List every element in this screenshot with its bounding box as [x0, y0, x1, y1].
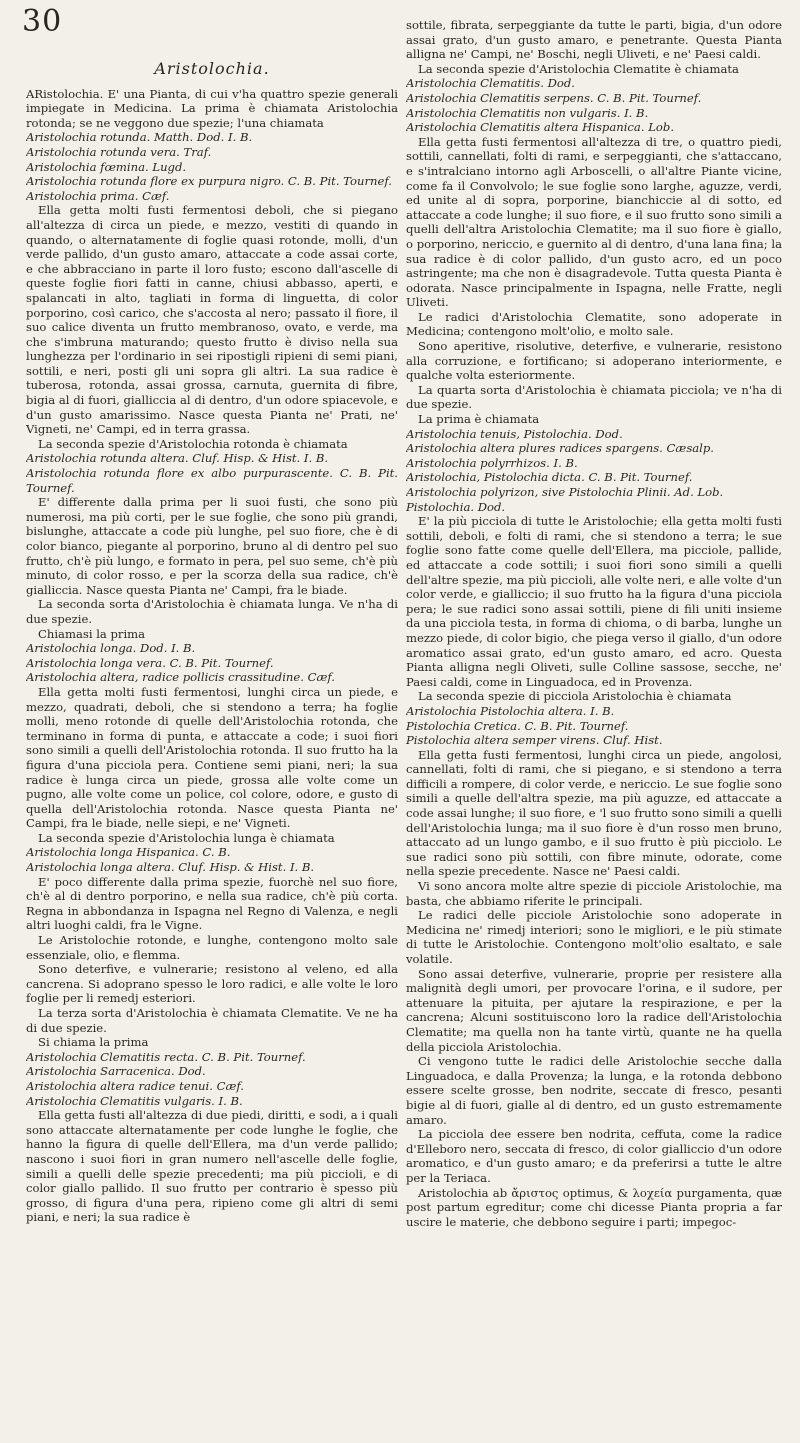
synonym-line: Aristolochia longa. Dod. I. B.	[26, 641, 196, 656]
paragraph: Le radici delle picciole Aristolochie sono adoperate in Medicina ne' rimedj interiori; sono le migliori, e le più stimate di tutte le Aristolochie. Contengono molt'olio esaltato, e sale volatile.	[406, 908, 782, 966]
synonym-line: Aristolochia rotunda. Matth. Dod. I. B.	[26, 130, 253, 145]
synonym-line: Aristolochia longa Hispanica. C. B.	[26, 845, 231, 860]
synonym-line: Aristolochia longa altera. Cluf. Hisp. & Hist. I. B.	[26, 860, 315, 875]
paragraph: La seconda spezie di picciola Aristolochia è chiamata	[418, 689, 732, 704]
paragraph: E' differente dalla prima per li suoi fusti, che sono più numerosi, ma più corti, per le sue foglie, che sono più grandi, bislunghe, attaccate a code più lunghe, pel suo fiore, che è di color bianco, piegante al porporino, bruno al di dentro pel suo frutto, ch'è più lungo, e formato in pera, pel suo seme, ch'è più minuto, di color rosso, e per la scorza della sua radice, ch'è gialliccia. Nasce questa Pianta ne' Campi, fra le biade.	[26, 495, 398, 597]
synonym-line: Aristolochia prima. Cæf.	[26, 188, 170, 203]
paragraph: La quarta sorta d'Aristolochia è chiamata picciola; ve n'ha di due spezie.	[406, 382, 782, 412]
paragraph: E' la più picciola di tutte le Aristolochie; ella getta molti fusti sottili, deboli, e folti di rami, che si stendono a terra; le sue foglie sono fatte come quelle dell'Ellera, ma picciole, pallide, ed attaccate a code sottili; i suoi fiori sono simili a quelli dell'altre spezie, ma più piccioli, alle volte neri, e alle volte d'un color verde, e gialliccio; il suo frutto ha la figura d'una picciola pera; le sue radici sono assai sottili, piene di fili uniti insieme da una picciola testa, in forma di chioma, o di barba, lunghe un mezzo piede, di color bigio, che piega verso il giallo, d'un odore aromatico assai grato, ed'un gusto amaro, ed acro. Questa Pianta alligna negli Oliveti, sulle Colline sassose, secche, ne' Paesi caldi, come in Linguadoca, ed in Provenza.	[406, 514, 782, 689]
paragraph: ARistolochia. E' una Pianta, di cui v'ha quattro spezie generali impiegate in Medicina. La prima è chiamata Aristolochia rotonda; se ne veggono due spezie; l'una chiamata	[26, 86, 398, 130]
paragraph: La picciola dee essere ben nodrita, ceffuta, come la radice d'Elleboro nero, seccata di fresco, di color gialliccio d'un odore aromatico, e d'un gusto amaro; e da preferirsi a tutte le altre per la Teriaca.	[406, 1127, 782, 1185]
synonym-line: Aristolochia Clematitis. Dod.	[406, 76, 575, 91]
paragraph: Aristolochia ab ἄριστος optimus, & λοχεία purgamenta, quæ post partum egreditur; come chi dicesse Pianta propria a far uscire le materie, che debbono seguire i parti; impegoc-	[406, 1185, 782, 1229]
paragraph: La prima è chiamata	[418, 412, 540, 427]
synonym-line: Aristolochia rotunda flore ex albo purpurascente. C. B. Pit. Tournef.	[26, 466, 398, 495]
paragraph: Vi sono ancora molte altre spezie di picciole Aristolochie, ma basta, che abbiamo riferite le principali.	[406, 879, 782, 908]
synonym-line: Aristolochia longa vera. C. B. Pit. Tournef.	[26, 655, 274, 670]
paragraph: Chiamasi la prima	[38, 626, 146, 641]
paragraph: sottile, fibrata, serpeggiante da tutte le parti, bigia, d'un odore assai grato, d'un gusto amaro, e penetrante. Questa Pianta alligna ne' Campi, ne' Boschi, negli Uliveti, e ne' Paesi caldi.	[406, 18, 782, 62]
synonym-line: Aristolochia polyrizon, sive Pistolochia Plinii. Ad. Lob.	[406, 485, 724, 499]
paragraph: Ci vengono tutte le radici delle Aristolochie secche dalla Linguadoca, e dalla Provenza; la lunga, e la rotonda debbono essere scelte grosse, ben nodrite, seccate di fresco, pesanti bigie al di fuori, gialle al di dentro, ed un gusto estremamente amaro.	[406, 1054, 782, 1127]
synonym-line: Aristolochia fœmina. Lugd.	[26, 159, 187, 174]
paragraph: La seconda sorta d'Aristolochia è chiamata lunga. Ve n'ha di due spezie.	[26, 597, 398, 626]
synonym-line: Aristolochia rotunda altera. Cluf. Hisp. & Hist. I. B.	[26, 451, 329, 466]
right-column	[406, 18, 782, 1405]
paragraph: Sono aperitive, risolutive, deterfive, e vulnerarie, resistono alla corruzione, e fortificano; si adoperano interiormente, e qualche volta esteriormente.	[406, 339, 782, 383]
paragraph: Si chiama la prima	[38, 1035, 149, 1050]
paragraph: La seconda spezie d'Aristolochia lunga è chiamata	[38, 830, 335, 845]
paragraph: E' poco differente dalla prima spezie, fuorchè nel suo fiore, ch'è al di dentro porporino, e nella sua radice, ch'è più corta. Regna in abbondanza in Ispagna nel Regno di Valenza, e negli altri luoghi caldi, fra le Vigne.	[26, 874, 398, 933]
paragraph: La seconda spezie d'Aristolochia Clematite è chiamata	[418, 61, 739, 76]
synonym-line: Aristolochia altera plures radices spargens. Cæsalp.	[406, 441, 714, 456]
paragraph: Sono deterfive, e vulnerarie; resistono al veleno, ed alla cancrena. Si adoprano spesso le loro radici, e alle volte le loro foglie per li remedj esteriori.	[26, 962, 398, 1006]
page-number: 30	[22, 4, 63, 39]
paragraph: Ella getta molti fusti fermentosi, lunghi circa un piede, e mezzo, quadrati, deboli, che si stendono a terra; ha foglie molli, meno rotonde di quelle dell'Aristolochia rotonda, che terminano in forma di punta, e attaccate a code; i suoi fiori sono simili a quelli dell'Aristolochia rotonda. Il suo frutto ha la figura d'una picciola pera. Contiene semi piani, neri; la sua radice è lunga circa un piede, grossa alle volte come un pugno, alle volte come un police, col colore, odore, e gusto di quella dell'Aristolochia rotonda. Nasce questa Pianta ne' Campi, fra le biade, nelle siepi, e ne' Vigneti.	[26, 684, 398, 831]
synonym-line: Aristolochia rotunda flore ex purpura nigro. C. B. Pit. Tournef.	[26, 174, 392, 189]
synonym-line: Aristolochia altera radice tenui. Cæf.	[26, 1078, 244, 1093]
synonym-line: Aristolochia rotunda vera. Traf.	[26, 144, 212, 159]
synonym-line: Aristolochia, Pistolochia dicta. C. B. Pit. Tournef.	[406, 470, 693, 485]
synonym-line: Pistolochia altera semper virens. Cluf. Hist.	[406, 733, 663, 748]
paragraph: Le radici d'Aristolochia Clematite, sono adoperate in Medicina; contengono molt'olio, e molto sale.	[406, 309, 782, 339]
paragraph: La seconda spezie d'Aristolochia rotonda è chiamata	[38, 436, 348, 451]
synonym-line: Aristolochia altera, radice pollicis crassitudine. Cæf.	[26, 670, 335, 685]
paragraph: La terza sorta d'Aristolochia è chiamata Clematite. Ve ne ha di due spezie.	[26, 1006, 398, 1035]
paragraph: Sono assai deterfive, vulnerarie, proprie per resistere alla malignità degli umori, per provocare l'orina, e il sudore, per attenuare la pituita, per ajutare la respirazione, e per la cancrena; Alcuni sostituiscono loro la radice dell'Aristolochia Clematite; ma quella non ha tante virtù, quante ne ha quella della picciola Aristolochia.	[406, 966, 782, 1054]
synonym-line: Aristolochia Clematitis serpens. C. B. Pit. Tournef.	[406, 90, 702, 105]
section-title: Aristolochia.	[154, 59, 270, 78]
paragraph: Ella getta fusti all'altezza di due piedi, diritti, e sodi, a i quali sono attaccate alternatamente per code lunghe le foglie, che hanno la figura di quelle dell'Ellera, ma d'un verde pallido; nascono i suoi fiori in gran numero nell'ascelle delle foglie, simili a quelli delle spezie precedenti; ma più piccioli, e di color giallo pallido. Il suo frutto per contrario è spesso più grosso, di figura d'una pera, ripieno come gli altri di semi piani, e neri; la sua radice è	[26, 1108, 398, 1225]
synonym-line: Aristolochia Clematitis recta. C. B. Pit. Tournef.	[26, 1049, 306, 1064]
synonym-line: Pistolochia. Dod.	[406, 499, 506, 514]
synonym-line: Aristolochia Clematitis altera Hispanica. Lob.	[406, 120, 674, 135]
synonym-line: Aristolochia tenuis, Pistolochia. Dod.	[406, 426, 623, 441]
synonym-line: Pistolochia Cretica. C. B. Pit. Tournef.	[406, 718, 629, 733]
paragraph: Ella getta molti fusti fermentosi deboli, che si piegano all'altezza di circa un piede, e mezzo, vestiti di quando in quando, o alternatamente di foglie quasi rotonde, molli, d'un verde pallido, d'un gusto amaro, attaccate a code assai corte, e che abbracciano in parte il loro fusto; escono dall'ascelle di queste foglie fiori fatti in canne, chiusi abbasso, aperti, e spalancati in alto, tagliati in forma di linguetta, di color porporino, così carico, che s'accosta al nero; passato il fiore, il suo calice diventa un frutto membranoso, ovato, e verde, ma che s'imbruna maturando; questo frutto è diviso nella sua lunghezza per l'ordinario in sei ripostigli ripieni di semi piani, sottili, e neri, posti gli uni sopra gli altri. La sua radice è tuberosa, rotonda, assai grossa, carnuta, guernita di fibre, bigia al di fuori, gialliccia al di dentro, d'un odore spiacevole, e d'un gusto amarissimo. Nasce questa Pianta ne' Prati, ne' Vigneti, ne' Campi, ed in terra grassa.	[26, 203, 398, 437]
synonym-line: Aristolochia Clematitis non vulgaris. I. B.	[406, 105, 649, 120]
synonym-line: Aristolochia Sarracenica. Dod.	[26, 1064, 206, 1079]
left-column	[26, 56, 398, 1443]
synonym-line: Aristolochia Clematitis vulgaris. I. B.	[26, 1093, 243, 1108]
synonym-line: Aristolochia Pistolochia altera. I. B.	[406, 703, 615, 718]
synonym-line: Aristolochia polyrrhizos. I. B.	[406, 455, 578, 470]
paragraph: Le Aristolochie rotonde, e lunghe, contengono molto sale essenziale, olio, e flemma.	[26, 933, 398, 962]
paragraph: Ella getta fusti fermentosi all'altezza di tre, o quattro piedi, sottili, cannellati, folti di rami, e serpeggianti, che s'attaccano, e s'intralciano intorno agli Arboscelli, o all'altre Piante vicine, come fa il Convolvolo; le sue foglie sono larghe, aguzze, verdi, ed unite al di sopra, porporine, bianchiccie al di sotto, ed attaccate a code lunghe; il suo fiore, e il suo frutto sono simili a quelli dell'altra Aristolochia Clematite; ma il suo fiore è giallo, o porporino, nericcio, e guernito al di dentro, d'una lana fina; la sua radice è di color pallido, d'un gusto acro, ed un poco astringente; ma che non è disagradevole. Tutta questa Pianta è odorata. Nasce principalmente in Ispagna, nelle Fratte, negli Uliveti.	[406, 134, 782, 310]
paragraph: Ella getta fusti fermentosi, lunghi circa un piede, angolosi, cannellati, folti di rami, che si piegano, e si stendono a terra difficili a rompere, di color verde, e nericcio. Le sue foglie sono simili a quelle dell'altra spezie, ma più aguzze, ed attaccate a code assai lunghe; il suo fiore, e 'l suo frutto sono simili a quelli dell'Aristolochia lunga; ma il suo fiore è d'un rosso men bruno, attaccato ad un lungo gambo, e il suo frutto è più picciolo. Le sue radici sono più sottili, con fibre minute, odorate, come nella spezie precedente. Nasce ne' Paesi caldi.	[406, 747, 782, 879]
